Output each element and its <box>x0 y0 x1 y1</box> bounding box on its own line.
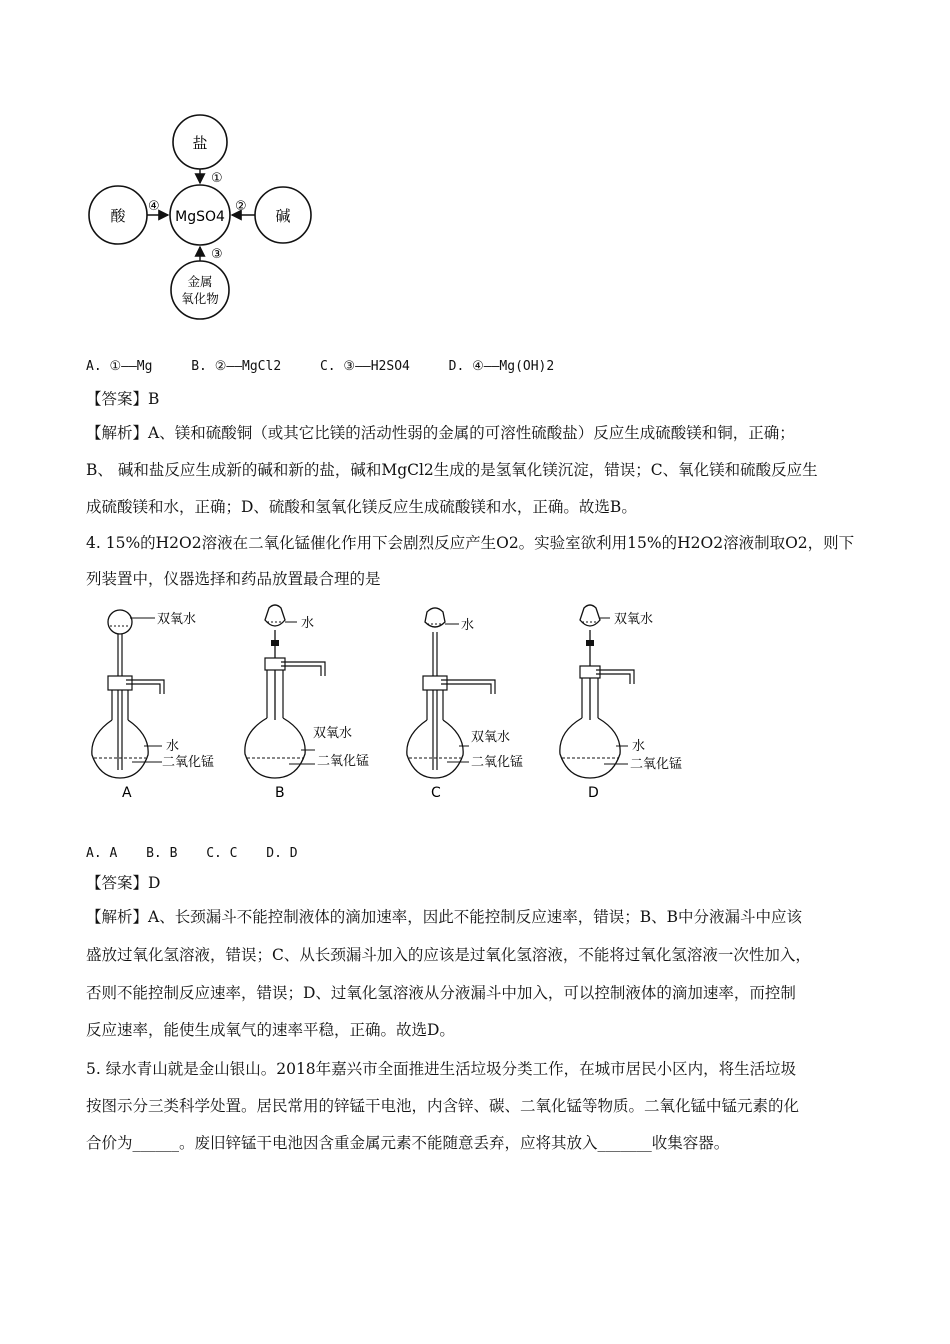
apparatus-b-top-label: 水 <box>301 616 315 631</box>
apparatus-b <box>245 605 369 801</box>
q4-option-b: B. B <box>146 846 178 861</box>
base-label: 碱 <box>275 207 291 225</box>
apparatus-a <box>92 610 214 801</box>
q4-option-c: C. C <box>206 846 238 861</box>
mgso4-diagram <box>80 110 340 325</box>
q3-option-b: B. ②——MgCl2 <box>191 359 282 374</box>
q5-line-3: 合价为______。废旧锌锰干电池因含重金属元素不能随意丢弃，应将其放入_______收集容器。 <box>86 1134 730 1152</box>
q4-analysis-line-1: 【解析】A、长颈漏斗不能控制液体的滴加速率，因此不能控制反应速率，错误；B、B中分液漏斗中应该 <box>86 908 802 926</box>
apparatus-a-bottom-label: 二氧化锰 <box>162 755 215 770</box>
arrow-1-label: ① <box>211 171 223 186</box>
apparatus-b-bottom-label: 二氧化锰 <box>317 754 370 769</box>
apparatus-figure <box>90 600 710 810</box>
mgso4-label: MgSO4 <box>175 209 225 225</box>
apparatus-d-mid-label: 水 <box>632 739 646 754</box>
apparatus-d-top-label: 双氧水 <box>614 612 654 627</box>
apparatus-c-letter: C <box>431 785 441 801</box>
q4-stem-line-2: 列装置中，仪器选择和药品放置最合理的是 <box>86 570 381 588</box>
apparatus-b-mid-label: 双氧水 <box>313 726 353 741</box>
q5-line-2: 按图示分三类科学处置。居民常用的锌锰干电池，内含锌、碳、二氧化锰等物质。二氧化锰中锰元素的化 <box>86 1097 800 1115</box>
q3-options <box>86 355 588 377</box>
acid-label: 酸 <box>110 207 126 225</box>
metal-oxide-label-2: 氧化物 <box>181 291 219 306</box>
apparatus-d-letter: D <box>588 785 599 801</box>
arrow-2-label: ② <box>235 199 247 214</box>
apparatus-c-mid-label: 双氧水 <box>471 730 511 745</box>
apparatus-c-top-label: 水 <box>461 618 475 633</box>
q3-option-d: D. ④——Mg(OH)2 <box>448 359 555 374</box>
q4-option-d: D. D <box>266 846 298 861</box>
q4-option-a: A. A <box>86 846 118 861</box>
apparatus-a-mid-label: 水 <box>166 739 180 754</box>
q3-answer: 【答案】B <box>86 390 160 408</box>
q3-analysis-line-1: 【解析】A、镁和硫酸铜（或其它比镁的活动性弱的金属的可溶性硫酸盐）反应生成硫酸镁和铜，正确； <box>86 424 795 442</box>
salt-label: 盐 <box>192 134 208 152</box>
q3-option-c: C. ③——H2SO4 <box>319 359 410 374</box>
q4-analysis-line-4: 反应速率，能使生成氧气的速率平稳，正确。故选D。 <box>86 1021 455 1039</box>
q3-analysis-line-2: B、 碱和盐反应生成新的碱和新的盐，碱和MgCl2生成的是氢氧化镁沉淀，错误；C、氧化镁和硫酸反应生 <box>86 461 818 479</box>
arrow-4-label: ④ <box>148 199 160 214</box>
apparatus-a-letter: A <box>122 785 132 801</box>
apparatus-c-bottom-label: 二氧化锰 <box>471 755 524 770</box>
q5-line-1: 5. 绿水青山就是金山银山。2018年嘉兴市全面推进生活垃圾分类工作，在城市居民小区内，将生活垃圾 <box>86 1060 797 1078</box>
q4-analysis-line-3: 否则不能控制反应速率，错误；D、过氧化氢溶液从分液漏斗中加入，可以控制液体的滴加速率，而控制 <box>86 984 796 1002</box>
q3-analysis-line-3: 成硫酸镁和水，正确；D、硫酸和氢氧化镁反应生成硫酸镁和水，正确。故选B。 <box>86 498 637 516</box>
apparatus-b-letter: B <box>275 785 285 801</box>
q4-options <box>86 842 332 864</box>
apparatus-c <box>407 608 523 801</box>
apparatus-d-bottom-label: 二氧化锰 <box>630 757 683 772</box>
metal-oxide-label-1: 金属 <box>187 274 213 289</box>
q4-analysis-line-2: 盛放过氧化氢溶液，错误；C、从长颈漏斗加入的应该是过氧化氢溶液，不能将过氧化氢溶液一次性加入， <box>86 946 811 964</box>
arrow-3-label: ③ <box>211 247 223 262</box>
q4-answer: 【答案】D <box>86 874 161 892</box>
apparatus-a-top-label: 双氧水 <box>157 612 197 627</box>
metal-oxide-circle <box>171 261 229 319</box>
q4-stem-line-1: 4. 15%的H2O2溶液在二氧化锰催化作用下会剧烈反应产生O2。实验室欲利用15%的H2O2溶液制取O2，则下 <box>86 534 855 552</box>
apparatus-d <box>560 605 682 801</box>
q3-option-a: A. ①——Mg <box>86 359 153 374</box>
